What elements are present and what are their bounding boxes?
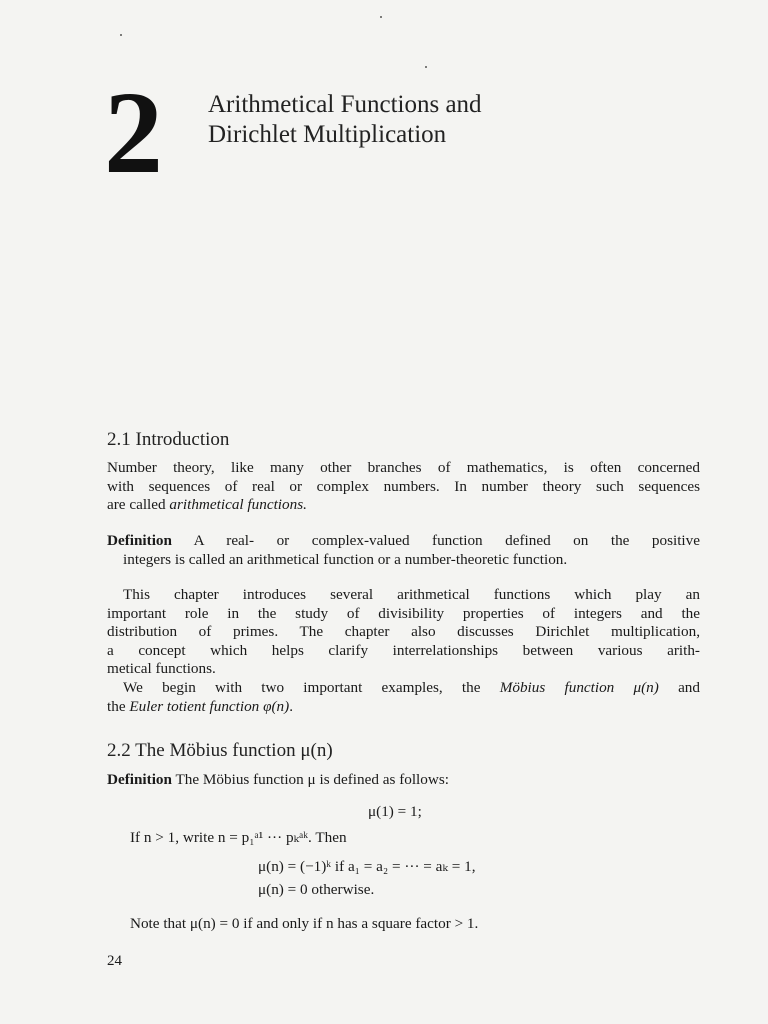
mobius-function-term: Möbius function μ(n): [499, 678, 659, 696]
section-heading-introduction: 2.1 Introduction: [107, 429, 230, 450]
equation-if-line: If n > 1, write n = p₁ᵃ¹ ··· pₖᵃᵏ. Then: [130, 829, 347, 846]
intro-line: with sequences of real or complex numbers. In number theory such sequences: [107, 477, 700, 495]
definition-text: A real- or complex-valued function defined on the positive: [171, 532, 700, 549]
section-heading-mobius: 2.2 The Möbius function μ(n): [107, 740, 333, 761]
chapter-title: [208, 90, 482, 150]
definition-label: Definition: [107, 771, 172, 788]
scan-speck: [425, 66, 427, 68]
examples-line: [107, 679, 700, 698]
overview-line: metical functions.: [107, 660, 216, 678]
definition-line: [107, 771, 700, 790]
intro-line: Number theory, like many other branches of mathematics, is often concerned: [107, 459, 700, 476]
scan-speck: [380, 16, 382, 18]
chapter-number: 2: [104, 67, 163, 198]
page-number: 24: [107, 953, 122, 969]
chapter-title-line2: Dirichlet Multiplication: [208, 121, 447, 148]
examples-the: the: [107, 697, 130, 715]
note-square-factor: Note that μ(n) = 0 if and only if n has a square factor > 1.: [130, 915, 479, 932]
equation-mu-one: μ(1) = 1;: [368, 803, 422, 820]
definition-label: Definition: [107, 532, 172, 549]
definition-text: The Möbius function μ is defined as follows:: [171, 771, 449, 788]
chapter-title-line1: Arithmetical Functions and: [208, 91, 482, 118]
equation-mu-squarefree: μ(n) = (−1)ᵏ if a₁ = a₂ = ··· = aₖ = 1,: [258, 858, 476, 875]
definition-line: integers is called an arithmetical function or a number-theoretic function.: [123, 550, 568, 568]
intro-line: [107, 496, 700, 515]
intro-italic-term: arithmetical functions.: [169, 496, 307, 514]
chapter-overview-paragraph: [107, 586, 700, 716]
overview-line: a concept which helps clarify interrelationships between various arith-: [107, 641, 700, 659]
overview-line: This chapter introduces several arithmetical functions which play an: [123, 586, 700, 603]
equation-mu-otherwise: μ(n) = 0 otherwise.: [258, 881, 375, 898]
examples-line: [107, 698, 700, 717]
intro-line-text: are called: [107, 496, 170, 514]
euler-totient-term: Euler totient function φ(n): [129, 697, 290, 715]
intro-paragraph: [107, 459, 700, 515]
definition-line: [107, 532, 700, 551]
examples-and: and: [658, 678, 700, 696]
definition-arithmetical-function: [107, 532, 700, 569]
definition-mobius: [107, 771, 700, 790]
examples-text: We begin with two important examples, the: [123, 678, 500, 696]
scan-speck: [120, 34, 122, 36]
overview-line: important role in the study of divisibility properties of integers and the: [107, 604, 700, 622]
examples-end: .: [289, 697, 293, 715]
overview-line: distribution of primes. The chapter also discusses Dirichlet multiplication,: [107, 623, 700, 641]
